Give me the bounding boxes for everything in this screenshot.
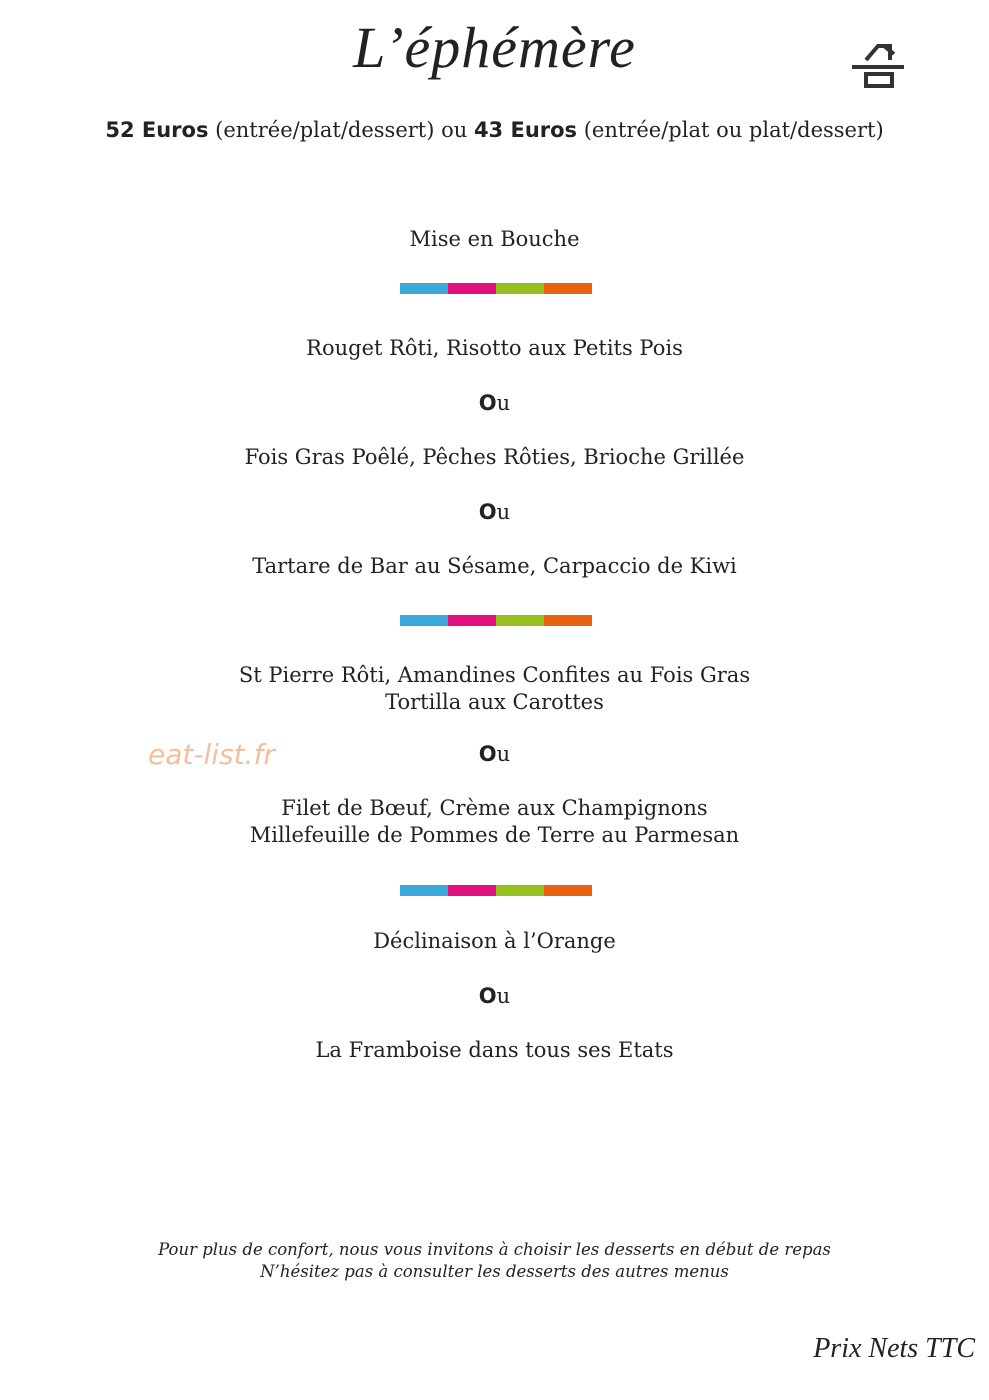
or-separator: Ou: [478, 742, 511, 766]
divider-1: [400, 283, 592, 294]
or-separator: Ou: [478, 500, 511, 524]
amuse-bouche: Mise en Bouche: [409, 227, 580, 251]
price-full-desc: (entrée/plat/dessert) ou: [208, 118, 474, 142]
price-full: 52 Euros: [105, 118, 209, 142]
divider-segment-orange: [544, 283, 592, 294]
starter-2: Fois Gras Poêlé, Pêches Rôties, Brioche Grillée: [244, 445, 745, 469]
divider-3: [400, 885, 592, 896]
divider-segment-green: [496, 885, 544, 896]
other-menus-note: N’hésitez pas à consulter les desserts des autres menus: [260, 1262, 729, 1281]
divider-segment-pink: [448, 885, 496, 896]
price-line: [0, 118, 989, 142]
divider-segment-pink: [448, 283, 496, 294]
dessert-2: La Framboise dans tous ses Etats: [315, 1038, 674, 1062]
divider-segment-blue: [400, 615, 448, 626]
or-separator: Ou: [478, 984, 511, 1008]
price-reduced: 43 Euros: [473, 118, 578, 142]
main-2-line2: Millefeuille de Pommes de Terre au Parmesan: [249, 823, 740, 847]
starter-3: Tartare de Bar au Sésame, Carpaccio de Kiwi: [252, 554, 737, 578]
main-1-line2: Tortilla aux Carottes: [385, 690, 604, 714]
starter-1: Rouget Rôti, Risotto aux Petits Pois: [306, 336, 683, 360]
divider-segment-green: [496, 615, 544, 626]
dessert-note: Pour plus de confort, nous vous invitons à choisir les desserts en début de repas: [158, 1240, 831, 1259]
price-footer: Prix Nets TTC: [813, 1333, 975, 1364]
price-reduced-desc: (entrée/plat ou plat/dessert): [577, 118, 884, 142]
divider-segment-orange: [544, 615, 592, 626]
divider-2: [400, 615, 592, 626]
restaurant-title: L’éphémère: [353, 15, 636, 80]
divider-segment-green: [496, 283, 544, 294]
watermark: eat-list.fr: [148, 738, 275, 771]
divider-segment-pink: [448, 615, 496, 626]
divider-segment-blue: [400, 885, 448, 896]
house-logo-icon: [850, 40, 906, 90]
main-2-line1: Filet de Bœuf, Crème aux Champignons: [281, 796, 708, 820]
divider-segment-blue: [400, 283, 448, 294]
main-1-line1: St Pierre Rôti, Amandines Confites au Fois Gras: [238, 663, 751, 687]
or-separator: Ou: [478, 391, 511, 415]
dessert-1: Déclinaison à l’Orange: [373, 929, 616, 953]
divider-segment-orange: [544, 885, 592, 896]
